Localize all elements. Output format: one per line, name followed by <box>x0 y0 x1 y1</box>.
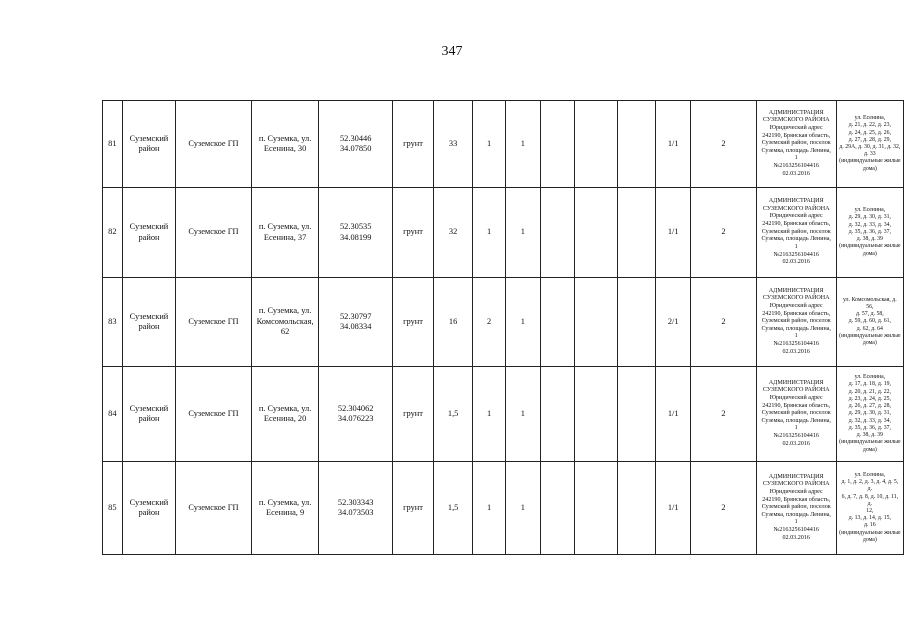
count-cell-1: 1 <box>473 101 506 188</box>
count-cell-2: 1 <box>505 188 540 278</box>
count-cell-5: 2 <box>691 188 756 278</box>
table-row <box>103 462 904 555</box>
surface-type-cell: грунт <box>392 278 433 367</box>
count-cell-4 <box>575 462 617 555</box>
waste-sources-cell: ул. Есенина, д. 17, д. 18, д. 19, д. 20, д. 21, д. 22, д. 23, д. 24, д. 25, д. 26, д. 27, д. 28, д. 29, д. 30, д. 31, д. 32, д. 33, д. 34, д. 35, д. 36, д. 37, д. 38, д. 39 (индивидуальные жилые дома) <box>836 367 903 462</box>
table-row <box>103 188 904 278</box>
settlement-cell: Суземское ГП <box>176 367 251 462</box>
row-number-cell: 81 <box>103 101 123 188</box>
area-cell: 16 <box>434 278 473 367</box>
containers-cell: 1/1 <box>656 367 691 462</box>
count-cell-5: 2 <box>691 367 756 462</box>
containers-cell: 1/1 <box>656 101 691 188</box>
settlement-cell: Суземское ГП <box>176 462 251 555</box>
empty-cell <box>617 462 655 555</box>
count-cell-2: 1 <box>505 278 540 367</box>
count-cell-1: 2 <box>473 278 506 367</box>
surface-type-cell: грунт <box>392 462 433 555</box>
count-cell-3 <box>540 367 575 462</box>
waste-sources-cell: ул. Комсомольская, д. 56, д. 57, д. 58, д. 59, д. 60, д. 61, д. 62, д. 64 (индивидуальные жилые дома) <box>836 278 903 367</box>
waste-sources-cell: ул. Есенина, д. 1, д. 2, д. 3, д. 4, д. 5, д. 6, д. 7, д. 8, д. 10, д. 11, д. 12, д. 13, д. 14, д. 15, д. 16 (индивидуальные жилые дома) <box>836 462 903 555</box>
owner-cell: АДМИНИСТРАЦИЯ СУЗЕМСКОГО РАЙОНА Юридический адрес 242190, Брянская область, Суземский район, поселок Суземка, площадь Ленина, 1 №2163256104416 02.03.2016 <box>756 462 836 555</box>
area-cell: 1,5 <box>434 367 473 462</box>
area-cell: 1,5 <box>434 462 473 555</box>
surface-type-cell: грунт <box>392 367 433 462</box>
coordinates-cell: 52.30535 34.08199 <box>319 188 392 278</box>
coordinates-cell: 52.304062 34.076223 <box>319 367 392 462</box>
area-cell: 33 <box>434 101 473 188</box>
table-row <box>103 278 904 367</box>
table-row <box>103 101 904 188</box>
waste-sources-cell: ул. Есенина, д. 21, д. 22, д. 23, д. 24, д. 25, д. 26, д. 27, д. 28, д. 29, д. 29А, д. 30, д. 31, д. 32, д. 33 (индивидуальные жилые дома) <box>836 101 903 188</box>
count-cell-2: 1 <box>505 101 540 188</box>
count-cell-3 <box>540 188 575 278</box>
count-cell-4 <box>575 367 617 462</box>
settlement-cell: Суземское ГП <box>176 278 251 367</box>
count-cell-5: 2 <box>691 278 756 367</box>
empty-cell <box>617 367 655 462</box>
empty-cell <box>617 188 655 278</box>
empty-cell <box>617 278 655 367</box>
row-number-cell: 82 <box>103 188 123 278</box>
row-number-cell: 85 <box>103 462 123 555</box>
count-cell-2: 1 <box>505 367 540 462</box>
district-cell: Суземский район <box>122 278 176 367</box>
containers-cell: 1/1 <box>656 188 691 278</box>
count-cell-3 <box>540 462 575 555</box>
coordinates-cell: 52.30446 34.07850 <box>319 101 392 188</box>
area-cell: 32 <box>434 188 473 278</box>
page-number: 347 <box>441 44 463 59</box>
count-cell-4 <box>575 101 617 188</box>
settlement-cell: Суземское ГП <box>176 101 251 188</box>
address-cell: п. Суземка, ул. Есенина, 9 <box>251 462 319 555</box>
district-cell: Суземский район <box>122 101 176 188</box>
containers-cell: 1/1 <box>656 462 691 555</box>
count-cell-5: 2 <box>691 462 756 555</box>
row-number-cell: 84 <box>103 367 123 462</box>
waste-sources-cell: ул. Есенина, д. 29, д. 30, д. 31, д. 32, д. 33, д. 34, д. 35, д. 36, д. 37, д. 38, д. 39 (индивидуальные жилые дома) <box>836 188 903 278</box>
district-cell: Суземский район <box>122 367 176 462</box>
owner-cell: АДМИНИСТРАЦИЯ СУЗЕМСКОГО РАЙОНА Юридический адрес 242190, Брянская область, Суземский район, поселок Суземка, площадь Ленина, 1 №2163256104416 02.03.2016 <box>756 101 836 188</box>
count-cell-1: 1 <box>473 367 506 462</box>
coordinates-cell: 52.303343 34.073503 <box>319 462 392 555</box>
count-cell-4 <box>575 278 617 367</box>
empty-cell <box>617 101 655 188</box>
address-cell: п. Суземка, ул. Есенина, 37 <box>251 188 319 278</box>
count-cell-1: 1 <box>473 188 506 278</box>
table-row <box>103 367 904 462</box>
surface-type-cell: грунт <box>392 188 433 278</box>
count-cell-4 <box>575 188 617 278</box>
district-cell: Суземский район <box>122 188 176 278</box>
address-cell: п. Суземка, ул. Есенина, 20 <box>251 367 319 462</box>
count-cell-1: 1 <box>473 462 506 555</box>
coordinates-cell: 52.30797 34.08334 <box>319 278 392 367</box>
containers-cell: 2/1 <box>656 278 691 367</box>
owner-cell: АДМИНИСТРАЦИЯ СУЗЕМСКОГО РАЙОНА Юридический адрес 242190, Брянская область, Суземский район, поселок Суземка, площадь Ленина, 1 №2163256104416 02.03.2016 <box>756 188 836 278</box>
address-cell: п. Суземка, ул. Есенина, 30 <box>251 101 319 188</box>
settlement-cell: Суземское ГП <box>176 188 251 278</box>
owner-cell: АДМИНИСТРАЦИЯ СУЗЕМСКОГО РАЙОНА Юридический адрес 242190, Брянская область, Суземский район, поселок Суземка, площадь Ленина, 1 №2163256104416 02.03.2016 <box>756 278 836 367</box>
address-cell: п. Суземка, ул. Комсомольская, 62 <box>251 278 319 367</box>
count-cell-5: 2 <box>691 101 756 188</box>
count-cell-2: 1 <box>505 462 540 555</box>
count-cell-3 <box>540 101 575 188</box>
surface-type-cell: грунт <box>392 101 433 188</box>
owner-cell: АДМИНИСТРАЦИЯ СУЗЕМСКОГО РАЙОНА Юридический адрес 242190, Брянская область, Суземский район, поселок Суземка, площадь Ленина, 1 №2163256104416 02.03.2016 <box>756 367 836 462</box>
district-cell: Суземский район <box>122 462 176 555</box>
registry-table <box>102 100 904 555</box>
count-cell-3 <box>540 278 575 367</box>
row-number-cell: 83 <box>103 278 123 367</box>
